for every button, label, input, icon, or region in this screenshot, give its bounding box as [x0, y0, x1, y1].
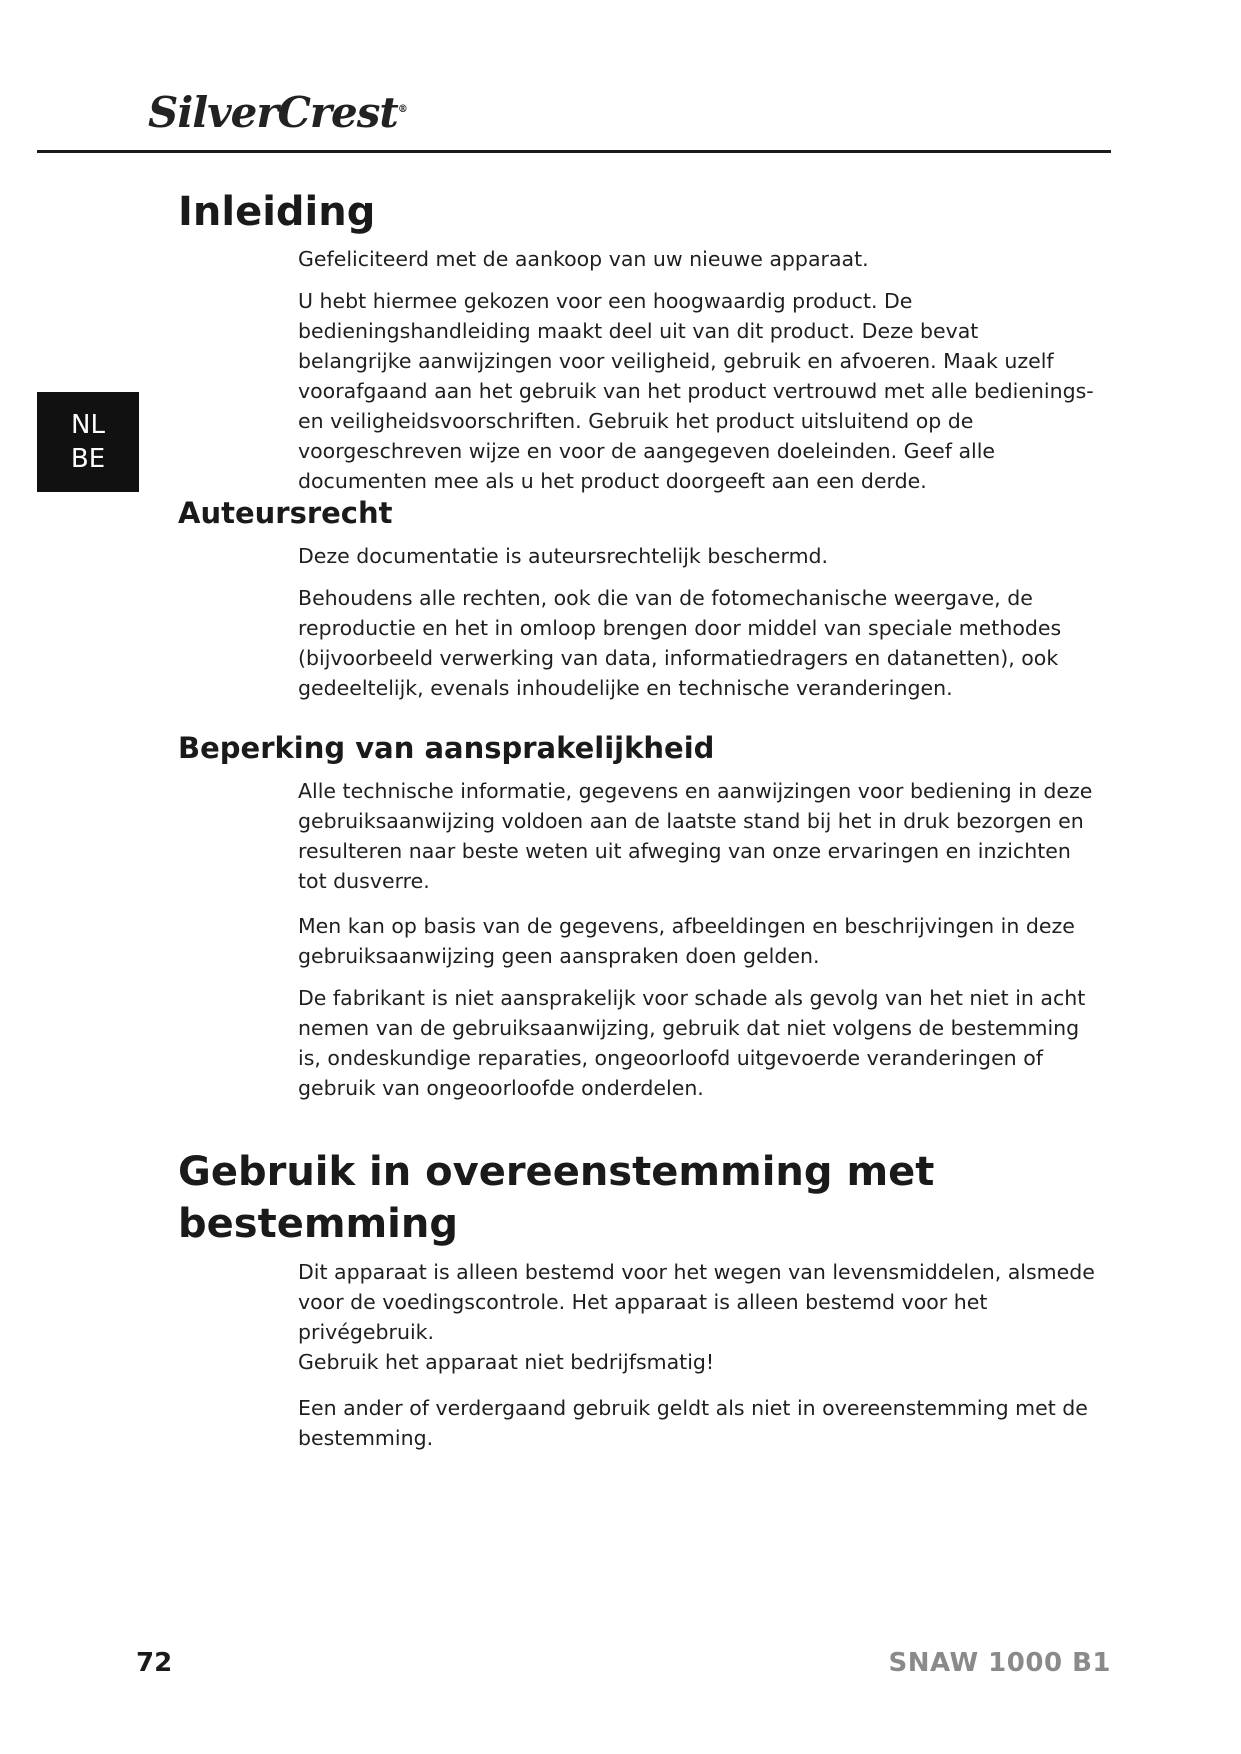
inleiding-paragraph-1: Gefeliciteerd met de aankoop van uw nieuwe apparaat.: [298, 247, 869, 271]
language-code-be: BE: [70, 444, 106, 474]
page-number: 72: [136, 1648, 173, 1678]
auteursrecht-paragraph-1: Deze documentatie is auteursrechtelijk beschermd.: [298, 544, 829, 568]
heading-gebruik: Gebruik in overeenstemming met bestemming: [178, 1149, 935, 1247]
auteursrecht-paragraph-2: Behoudens alle rechten, ook die van de fotomechanische weergave, de reproductie en het in omloop brengen door middel van speciale methodes (bijvoorbeeld verwerking van data, informatiedragers en datanetten), ook gedeeltelijk, evenals inhoudelijke en technische veranderingen.: [298, 586, 1062, 700]
model-number: SNAW 1000 B1: [888, 1648, 1111, 1678]
beperking-paragraph-2: Men kan op basis van de gegevens, afbeeldingen en beschrijvingen in deze gebruiksaanwijzing geen aanspraken doen gelden.: [298, 914, 1075, 968]
heading-beperking: Beperking van aansprakelijkheid: [178, 731, 715, 765]
inleiding-paragraph-2: U hebt hiermee gekozen voor een hoogwaardig product. De bedieningshandleiding maakt deel uit van dit product. Deze bevat belangrijke aanwijzingen voor veiligheid, gebruik en afvoeren. Maak uzelf voorafgaand aan het gebruik van het product vertrouwd met alle bedienings- en veiligheidsvoorschriften. Gebruik het product uitsluitend op de voorgeschreven wijze en voor de aangegeven doeleinden. Geef alle documenten mee als u het product doorgeeft aan een derde.: [298, 289, 1094, 493]
heading-inleiding: Inleiding: [178, 189, 376, 235]
beperking-paragraph-1: Alle technische informatie, gegevens en aanwijzingen voor bediening in deze gebruiksaanwijzing voldoen aan de laatste stand bij het in druk bezorgen en resulteren naar beste weten uit afweging van onze ervaringen en inzichten tot dusverre.: [298, 779, 1093, 893]
language-code-nl: NL: [71, 410, 105, 440]
beperking-paragraph-3: De fabrikant is niet aansprakelijk voor schade als gevolg van het niet in acht nemen van de gebruiksaanwijzing, gebruik dat niet volgens de bestemming is, ondeskundige reparaties, ongeoorloofd uitgevoerde veranderingen of gebruik van ongeoorloofde onderdelen.: [298, 986, 1086, 1100]
heading-auteursrecht: Auteursrecht: [178, 496, 393, 530]
gebruik-paragraph-2: Een ander of verdergaand gebruik geldt als niet in overeenstemming met de bestemming.: [298, 1396, 1088, 1450]
brand-logo: SilverCrest®: [148, 88, 407, 137]
language-tab: [37, 392, 139, 492]
gebruik-paragraph-1: Dit apparaat is alleen bestemd voor het wegen van levensmiddelen, alsmede voor de voedingscontrole. Het apparaat is alleen bestemd voor het privégebruik. Gebruik het apparaat niet bedrijfsmatig!: [298, 1260, 1095, 1374]
header-rule: [37, 150, 1111, 153]
